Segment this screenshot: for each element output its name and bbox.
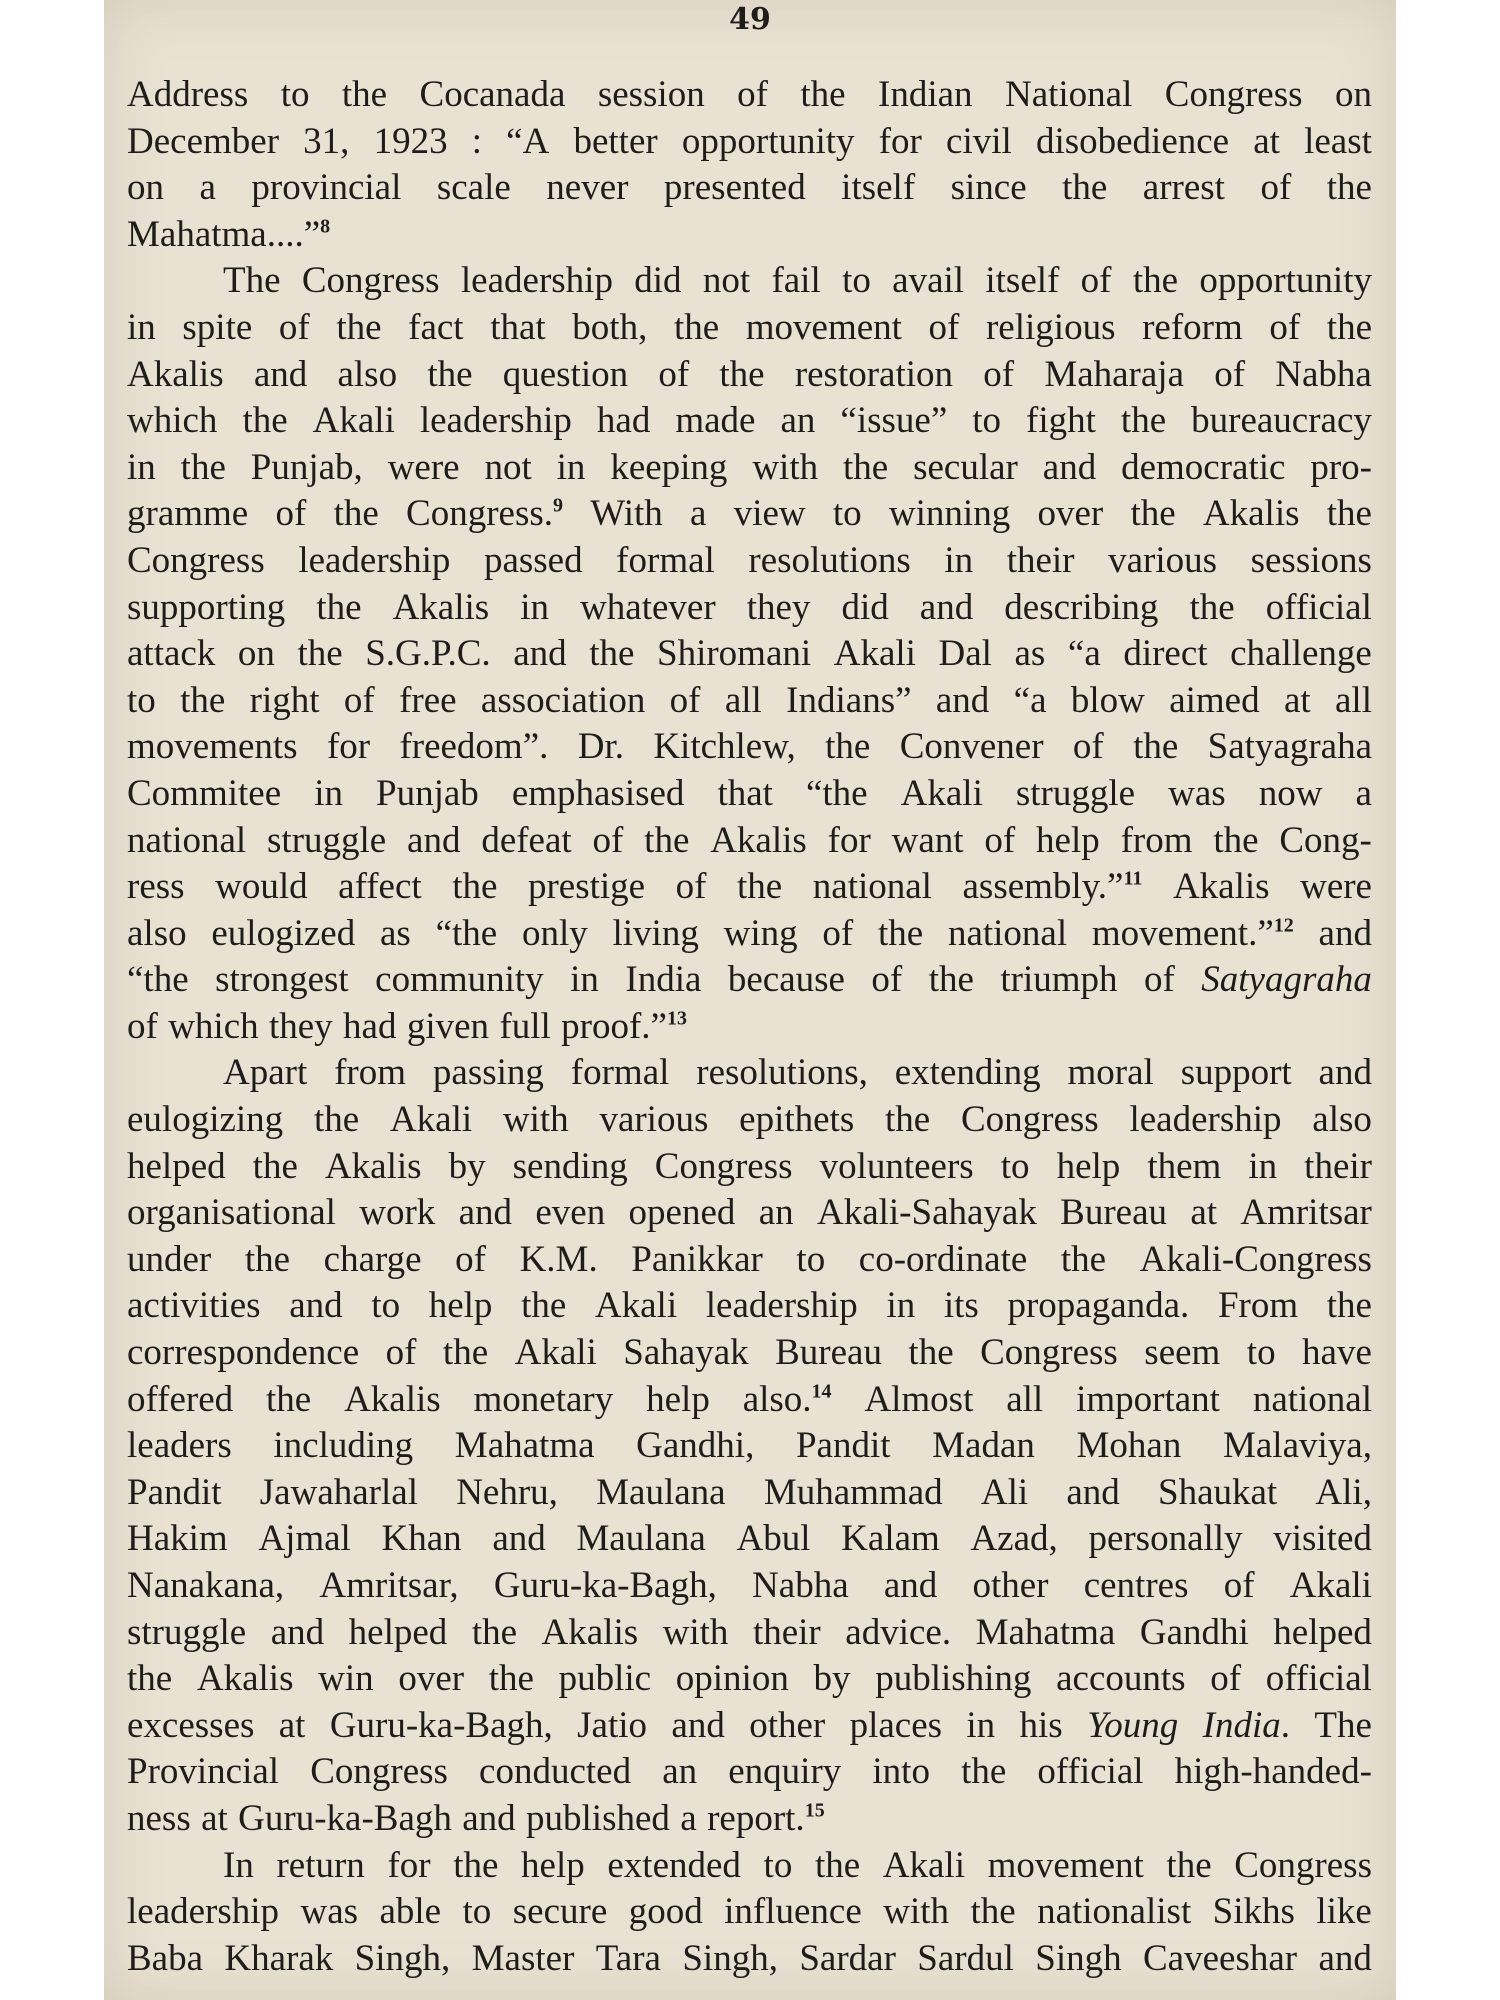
text-line: which the Akali leadership had made an “issue” to fight the bureaucracy — [127, 400, 1372, 442]
text-line: Baba Kharak Singh, Master Tara Singh, Sardar Sardul Singh Caveeshar and — [127, 1937, 1372, 1979]
footnote-ref: 14 — [811, 1380, 832, 1403]
text-line: correspondence of the Akali Sahayak Bureau the Congress seem to have — [127, 1332, 1372, 1374]
body-text — [127, 72, 1372, 1982]
text-line: activities and to help the Akali leadership in its propaganda. From the — [127, 1285, 1372, 1327]
text-line: helped the Akalis by sending Congress volunteers to help them in their — [127, 1145, 1372, 1187]
text-line: Provincial Congress conducted an enquiry into the official high-handed- — [127, 1751, 1372, 1793]
text-line: Apart from passing formal resolutions, extending moral support and — [223, 1052, 1372, 1094]
text-line: supporting the Akalis in whatever they did and describing the official — [127, 586, 1372, 628]
text-line: struggle and helped the Akalis with their advice. Mahatma Gandhi helped — [127, 1611, 1372, 1653]
text-line: “the strongest community in India because of the triumph of Satyagraha — [127, 959, 1372, 1001]
text-line: Commitee in Punjab emphasised that “the Akali struggle was now a — [127, 772, 1372, 814]
page-number: 49 — [729, 2, 771, 37]
text-line: of which they had given full proof.”$^{13}$ — [127, 1005, 687, 1047]
text-line: organisational work and even opened an Akali-Sahayak Bureau at Amritsar — [127, 1192, 1372, 1234]
text-line: national struggle and defeat of the Akalis for want of help from the Cong- — [127, 819, 1372, 861]
text-line: Akalis and also the question of the restoration of Maharaja of Nabha — [127, 353, 1372, 395]
footnote-ref: 11 — [1123, 867, 1143, 890]
text-line: ness at Guru-ka-Bagh and published a report.$^{15}$ — [127, 1797, 825, 1839]
text-line: gramme of the Congress.$^9$ With a view to winning over the Akalis the — [127, 493, 1372, 535]
footnote-ref: 15 — [804, 1799, 825, 1822]
text-line: excesses at Guru-ka-Bagh, Jatio and other places in his Young India. The — [127, 1704, 1372, 1746]
text-line: on a provincial scale never presented itself since the arrest of the — [127, 167, 1372, 209]
footnote-ref: 12 — [1273, 914, 1294, 937]
text-line: Pandit Jawaharlal Nehru, Maulana Muhammad Ali and Shaukat Ali, — [127, 1471, 1372, 1513]
text-line: leadership was able to secure good influence with the nationalist Sikhs like — [127, 1891, 1372, 1933]
text-line: to the right of free association of all Indians” and “a blow aimed at all — [127, 679, 1372, 721]
footnote-ref: 8 — [320, 215, 331, 238]
text-line: December 31, 1923 : “A better opportunity for civil disobedience at least — [127, 120, 1372, 162]
text-line: Mahatma....”$^8$ — [127, 213, 331, 255]
text-line: In return for the help extended to the Akali movement the Congress — [223, 1844, 1372, 1886]
text-line: movements for freedom”. Dr. Kitchlew, the Convener of the Satyagraha — [127, 726, 1372, 768]
book-page — [104, 0, 1396, 2000]
footnote-ref: 9 — [553, 495, 563, 518]
text-line: in spite of the fact that both, the movement of religious reform of the — [127, 306, 1372, 348]
text-line: ress would affect the prestige of the national assembly.”$^{11}$ Akalis were — [127, 866, 1372, 908]
text-line: Congress leadership passed formal resolutions in their various sessions — [127, 539, 1372, 581]
text-line: in the Punjab, were not in keeping with the secular and democratic pro- — [127, 446, 1372, 488]
text-line: eulogizing the Akali with various epithets the Congress leadership also — [127, 1099, 1372, 1141]
text-line: also eulogized as “the only living wing of the national movement.”$^{12}$ and — [127, 912, 1372, 954]
text-line: Address to the Cocanada session of the Indian National Congress on — [127, 74, 1372, 115]
text-line: The Congress leadership did not fail to avail itself of the opportunity — [223, 260, 1372, 302]
text-line: Hakim Ajmal Khan and Maulana Abul Kalam Azad, personally visited — [127, 1518, 1372, 1560]
text-line: attack on the S.G.P.C. and the Shiromani Akali Dal as “a direct challenge — [127, 633, 1372, 675]
text-line: under the charge of K.M. Panikkar to co-ordinate the Akali-Congress — [127, 1238, 1372, 1280]
text-line: the Akalis win over the public opinion by publishing accounts of official — [127, 1658, 1372, 1700]
text-line: offered the Akalis monetary help also.$^{14}$ Almost all important national — [127, 1378, 1372, 1420]
text-line: leaders including Mahatma Gandhi, Pandit Madan Mohan Malaviya, — [127, 1425, 1372, 1467]
footnote-ref: 13 — [666, 1007, 687, 1030]
text-line: Nanakana, Amritsar, Guru-ka-Bagh, Nabha and other centres of Akali — [127, 1565, 1372, 1606]
